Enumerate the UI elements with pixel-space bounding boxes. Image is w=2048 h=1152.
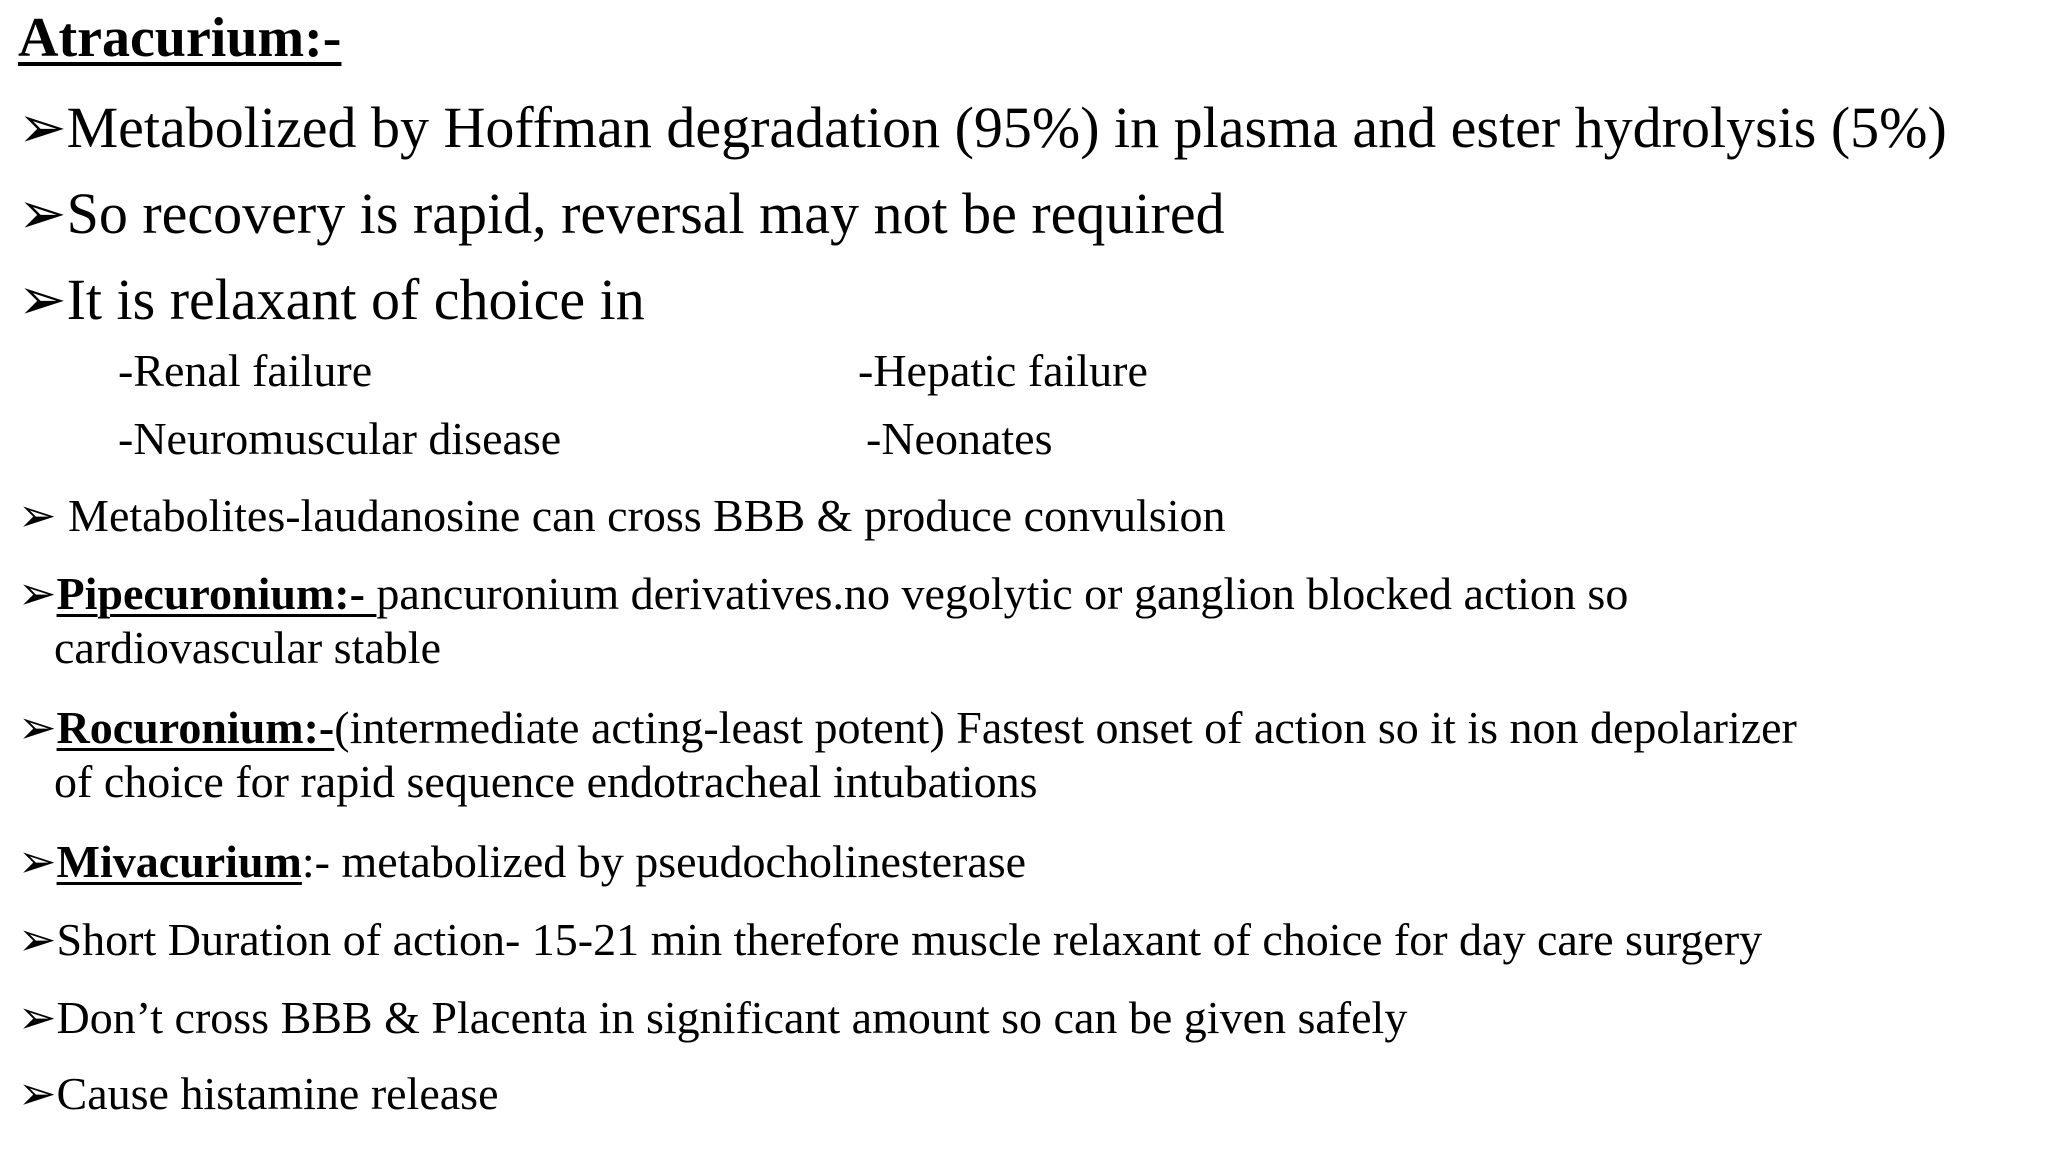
indication-neonates: -Neonates (866, 413, 1053, 464)
arrow-bullet-icon: ➢ (18, 95, 67, 160)
bullet-text: Metabolites-laudanosine can cross BBB & produce convulsion (56, 490, 1226, 541)
bullet-pipecuronium (18, 568, 1628, 621)
indication-neuromuscular-disease: -Neuromuscular disease (118, 413, 562, 464)
bullet-rocuronium (18, 702, 1797, 755)
arrow-bullet-icon: ➢ (18, 914, 57, 965)
pipecuronium-continuation: cardiovascular stable (54, 622, 441, 673)
bullet-text: Short Duration of action- 15-21 min therefore muscle relaxant of choice for day care surgery (56, 914, 1763, 965)
pipecuronium-keyword: Pipecuronium:- (56, 568, 377, 619)
arrow-bullet-icon: ➢ (18, 1068, 57, 1119)
bullet-histamine (18, 1068, 499, 1121)
slide-title: Atracurium:- (18, 7, 342, 69)
mivacurium-text: :- metabolized by pseudocholinesterase (301, 836, 1027, 887)
arrow-bullet-icon: ➢ (18, 490, 57, 541)
mivacurium-keyword: Mivacurium (56, 836, 302, 887)
bullet-text: Metabolized by Hoffman degradation (95%) in plasma and ester hydrolysis (5%) (66, 95, 1947, 160)
bullet-rapid-recovery (18, 182, 1225, 246)
arrow-bullet-icon: ➢ (18, 568, 57, 619)
bullet-text: So recovery is rapid, reversal may not be required (66, 181, 1225, 246)
bullet-mivacurium (18, 836, 1026, 889)
indication-renal-failure: -Renal failure (118, 345, 373, 396)
rocuronium-continuation: of choice for rapid sequence endotracheal intubations (54, 756, 1038, 807)
arrow-bullet-icon: ➢ (18, 702, 57, 753)
indication-hepatic-failure: -Hepatic failure (858, 345, 1148, 396)
pipecuronium-text: pancuronium derivatives.no vegolytic or ganglion blocked action so (376, 568, 1629, 619)
bullet-hoffman-degradation (18, 96, 1947, 160)
arrow-bullet-icon: ➢ (18, 992, 57, 1043)
arrow-bullet-icon: ➢ (18, 267, 67, 332)
arrow-bullet-icon: ➢ (18, 836, 57, 887)
bullet-placenta (18, 992, 1407, 1045)
bullet-relaxant-of-choice (18, 268, 645, 332)
bullet-text: Cause histamine release (56, 1068, 499, 1119)
bullet-text: Don’t cross BBB & Placenta in significant amount so can be given safely (56, 992, 1408, 1043)
arrow-bullet-icon: ➢ (18, 181, 67, 246)
bullet-text: It is relaxant of choice in (66, 267, 645, 332)
rocuronium-text: (intermediate acting-least potent) Fastest onset of action so it is non depolarizer (334, 702, 1797, 753)
bullet-metabolites (18, 490, 1225, 543)
bullet-short-duration (18, 914, 1762, 967)
rocuronium-keyword: Rocuronium:- (56, 702, 335, 753)
